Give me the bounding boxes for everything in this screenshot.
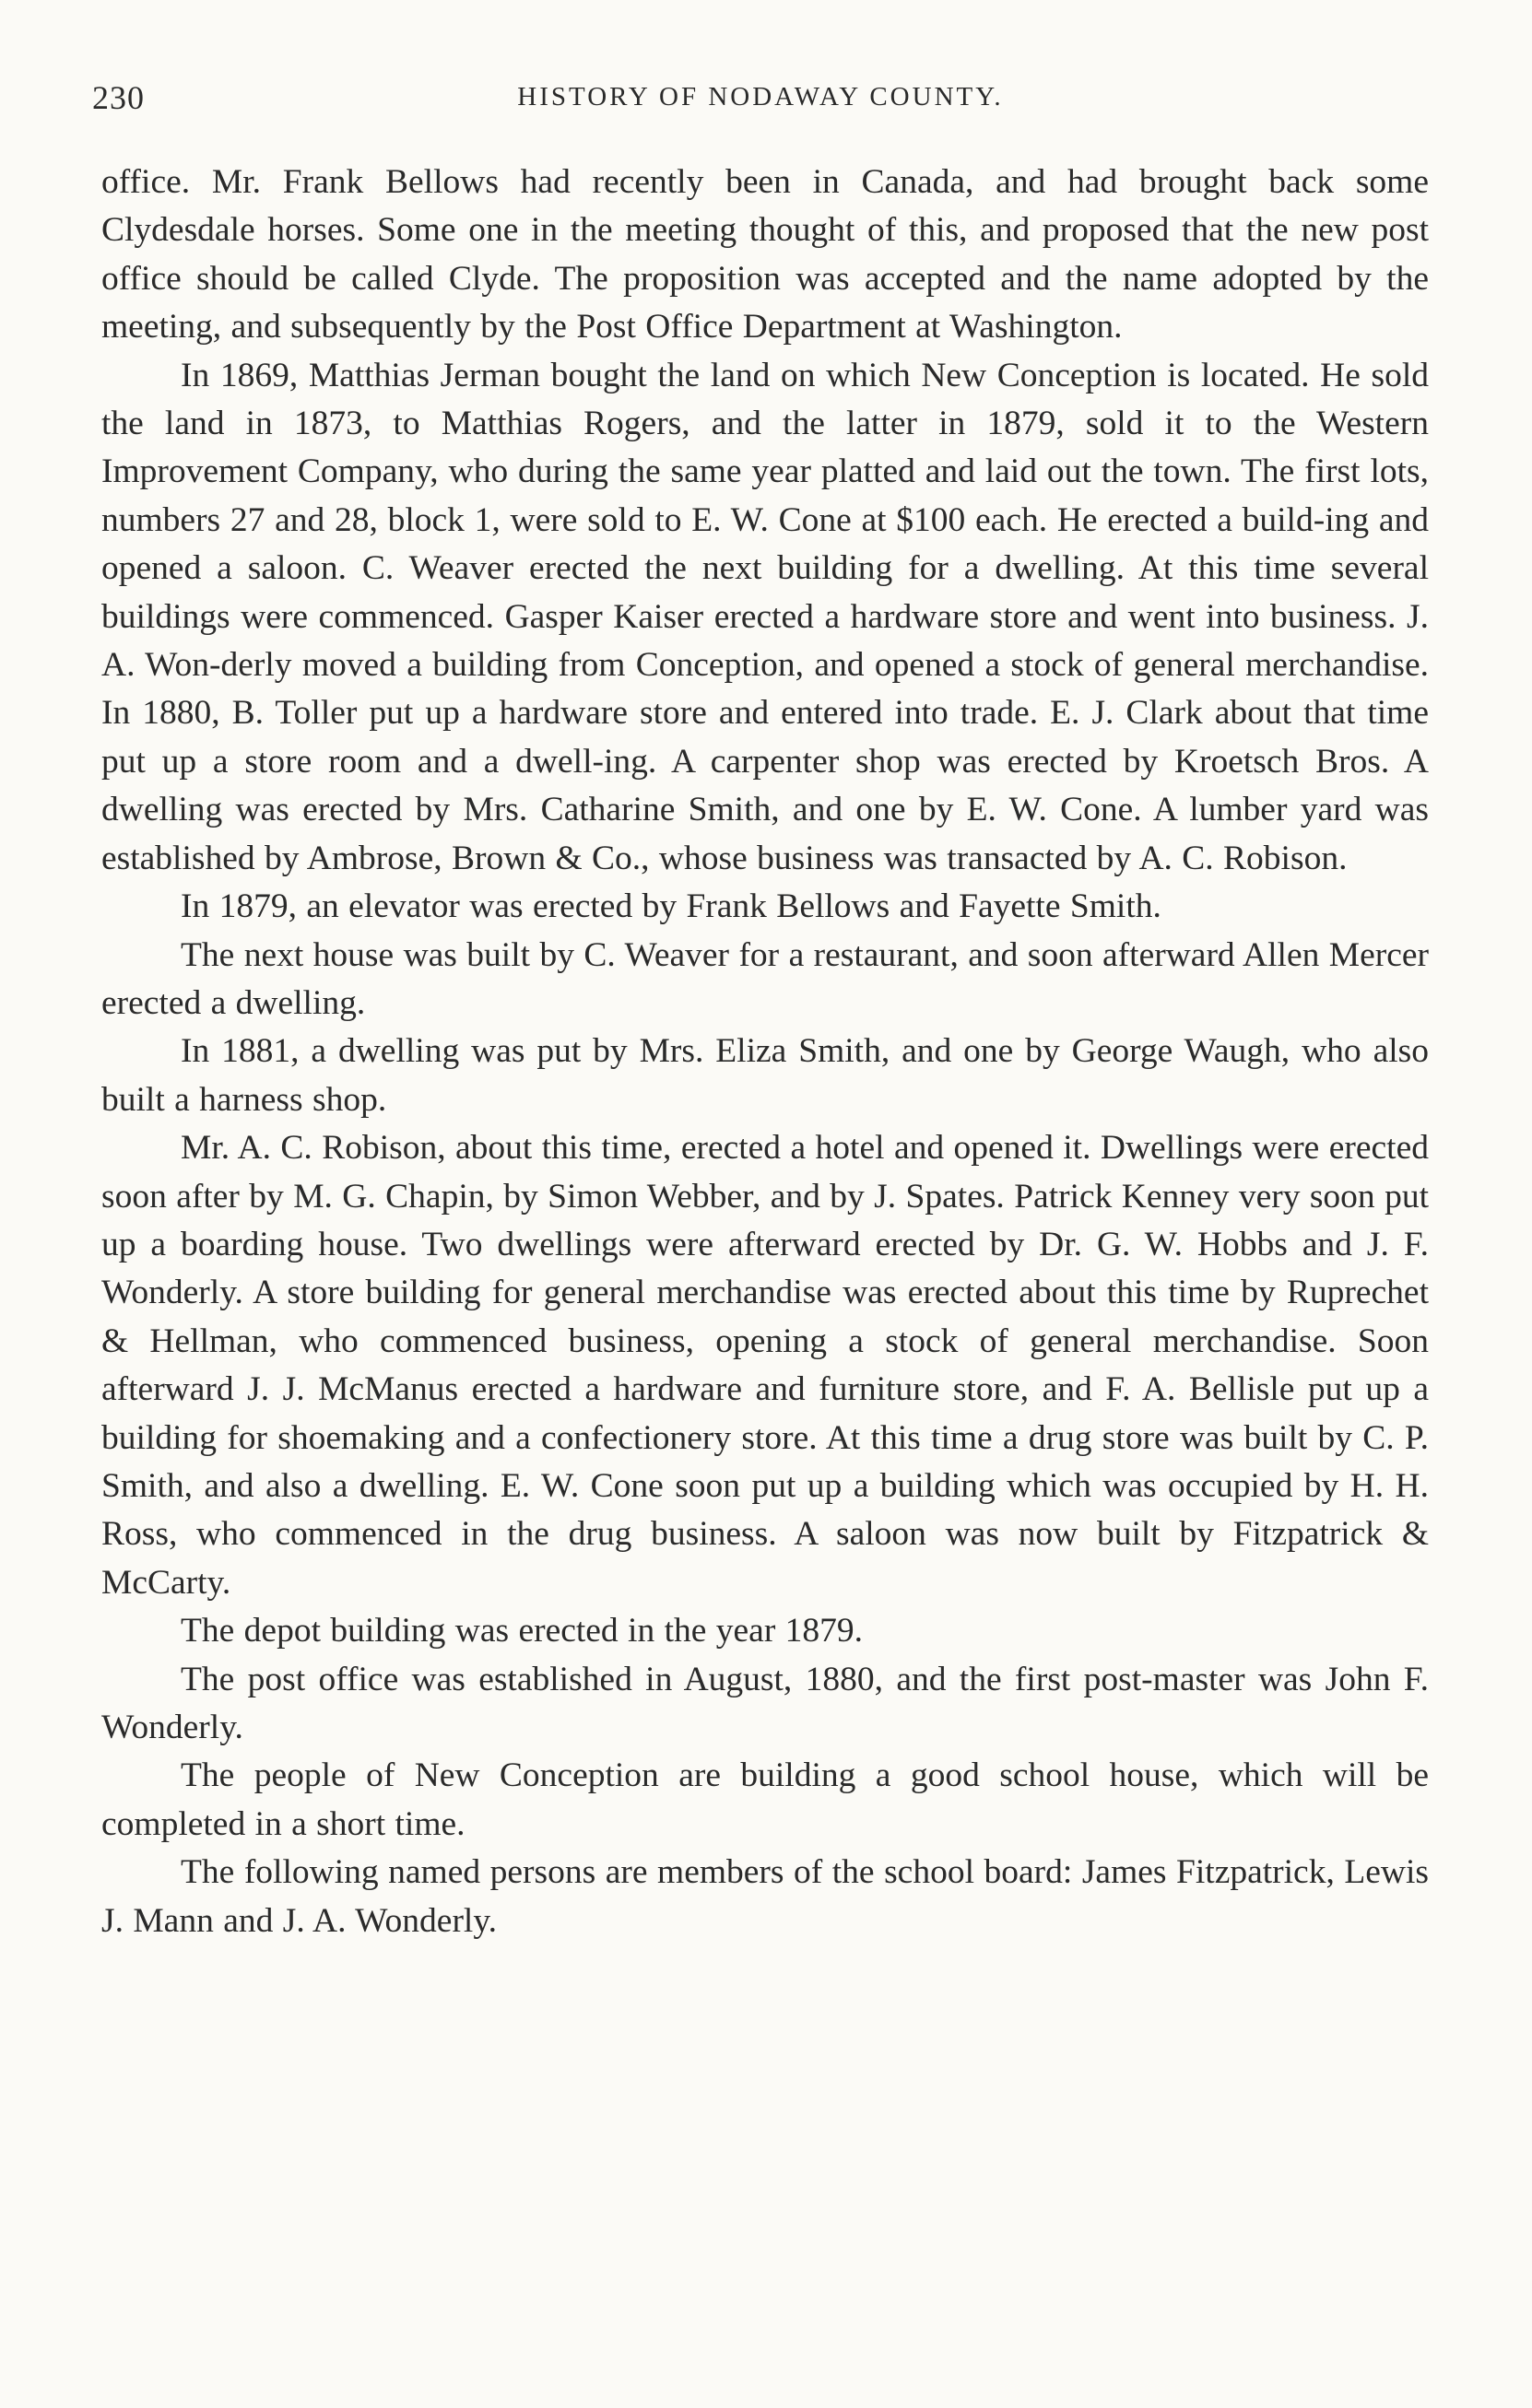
paragraph-school-board: The following named persons are members of the school board: James Fitzpatrick, Lewis J. Mann and J. A. Wonderly. [101, 1853, 1429, 1940]
paragraph-hotel-and-stores: Mr. A. C. Robison, about this time, erected a hotel and opened it. Dwellings were erected soon after by M. G. Chapin, by Simon Webber, and by J. Spates. Patrick Kenney very soon put up a boarding house. Two dwellings were afterward erected by Dr. G. W. Hobbs and J. F. Wonderly. A store building for general merchandise was erected about this time by Ruprechet & Hellman, who commenced business, opening a stock of general merchandise. Soon afterward J. J. McManus erected a hardware and furniture store, and F. A. Bellisle put up a building for shoemaking and a confectionery store. At this time a drug store was built by C. P. Smith, and also a dwelling. E. W. Cone soon put up a building which was occupied by H. H. Ross, who commenced in the drug business. A saloon was now built by Fitzpatrick & McCarty. [101, 1129, 1429, 1602]
paragraph-clyde-naming: office. Mr. Frank Bellows had recently been in Canada, and had brought back some Clydesdale horses. Some one in the meeting thought of this, and proposed that the new post office should be called Clyde. The proposition was accepted and the name adopted by the meeting, and subsequently by the Post Office Department at Washington. [101, 163, 1429, 347]
paragraph-depot: The depot building was erected in the year 1879. [181, 1612, 864, 1650]
paragraph-1881-dwellings: In 1881, a dwelling was put by Mrs. Eliza Smith, and one by George Waugh, who also built a harness shop. [101, 1032, 1429, 1119]
paragraph-restaurant: The next house was built by C. Weaver for a restaurant, and soon afterward Allen Mercer erected a dwelling. [101, 935, 1429, 1022]
paragraph-elevator: In 1879, an elevator was erected by Frank Bellows and Fayette Smith. [181, 887, 1161, 926]
paragraph-new-conception-founding: In 1869, Matthias Jerman bought the land on which New Conception is located. He sold the land in 1873, to Matthias Rogers, and the latter in 1879, sold it to the Western Improvement Company, who during the same year platted and laid out the town. The first lots, numbers 27 and 28, block 1, were sold to E. W. Cone at $100 each. He erected a build-ing and opened a saloon. C. Weaver erected the next building for a dwelling. At this time several buildings were commenced. Gasper Kaiser erected a hardware store and went into business. J. A. Won-derly moved a building from Conception, and opened a stock of general merchandise. In 1880, B. Toller put up a hardware store and entered into trade. E. J. Clark about that time put up a store room and a dwell-ing. A carpenter shop was erected by Kroetsch Bros. A dwelling was erected by Mrs. Catharine Smith, and one by E. W. Cone. A lumber yard was established by Ambrose, Brown & Co., whose business was transacted by A. C. Robison. [101, 356, 1429, 877]
body-text [101, 159, 1429, 1945]
page-header [92, 78, 1429, 134]
paragraph-school-house: The people of New Conception are building a good school house, which will be completed in a short time. [101, 1756, 1429, 1843]
page-number: 230 [92, 79, 145, 116]
running-title: HISTORY OF NODAWAY COUNTY. [517, 82, 1004, 112]
paragraph-post-office: The post office was established in August, 1880, and the first post-master was John F. Wonderly. [101, 1660, 1429, 1746]
